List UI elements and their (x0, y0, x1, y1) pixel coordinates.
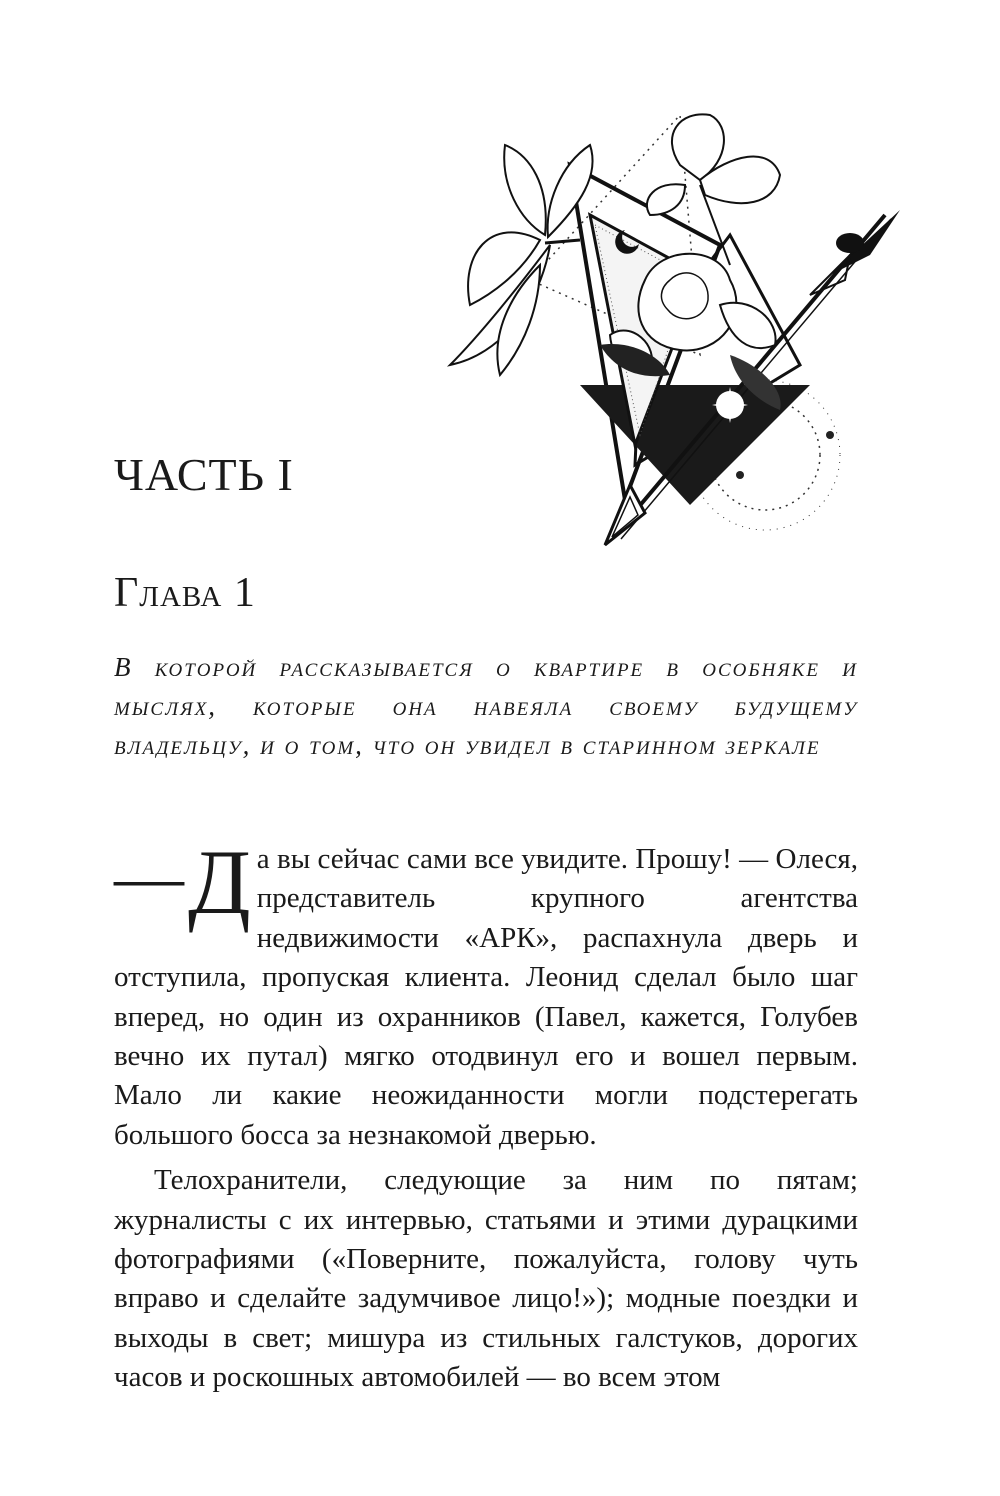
part-title: ЧАСТЬ I (114, 449, 294, 500)
floral-triangle-arrow-icon (430, 105, 900, 550)
paragraph-1 (114, 831, 858, 1155)
lead-dash: — (114, 839, 184, 916)
chapter-illustration (430, 105, 900, 550)
body-text (114, 831, 858, 1398)
chapter-title: Глава 1 (114, 570, 256, 616)
drop-cap: Д (188, 831, 251, 933)
paragraph-2: Телохранители, следующие за ним по пятам; журналисты с их интервью, статьями и этими дурацкими фотографиями («Поверните, пожалуйста, голову чуть вправо и сделайте задумчивое лицо!»); модные поездки и выходы в свет; мишура из стильных галстуков, дорогих часов и роскошных автомобилей — во всем этом (114, 1164, 858, 1394)
paragraph-1-text: а вы сейчас сами все увидите. Прошу! — Олеся, представитель крупного агентства недвижимости «АРК», распахнула дверь и отступила, пропуская клиента. Леонид сделал было шаг вперед, но один из охранников (Павел, кажется, Голубев вечно их путал) мягко отодвинул его и вошел первым. Мало ли какие неожиданности могли подстерегать большого босса за незнакомой дверью. (114, 843, 858, 1151)
chapter-epigraph: В которой рассказывается о квартире в особняке и мыслях, которые она навеяла своему будущему владельцу, и о том, что он увидел в старинном зеркале (114, 652, 858, 760)
